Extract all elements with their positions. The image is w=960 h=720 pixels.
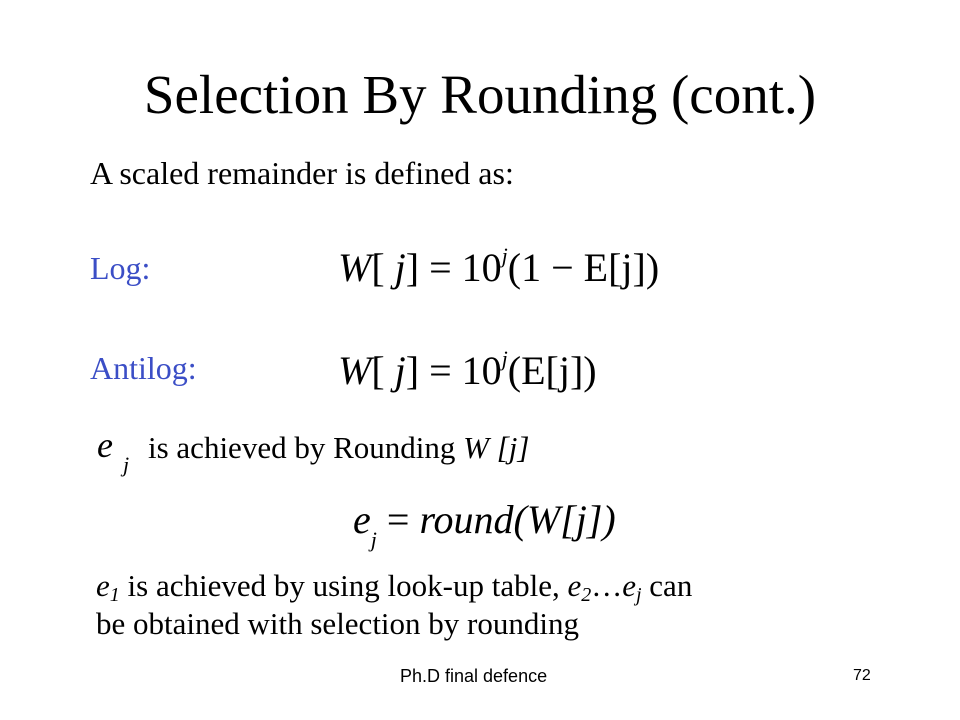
rounding-text-plain: is achieved by Rounding (148, 430, 464, 465)
log-equation: W[ $j] = 10^j(1 - E[j])$ (338, 243, 660, 290)
conclusion-part2: can (641, 568, 693, 603)
ej-symbol-sub: j (122, 452, 130, 477)
round-eq-sub: j (370, 527, 377, 552)
antilog-equals: = (429, 348, 452, 393)
antilog-exponent: j (501, 346, 508, 371)
conclusion-ej-sub: j (635, 584, 642, 606)
conclusion-line2: be obtained with selection by rounding (96, 606, 579, 641)
log-label: Log: (90, 250, 151, 286)
log-equals: = (429, 245, 452, 290)
conclusion-ellipsis: … (591, 568, 623, 603)
ej-symbol-var: e (97, 425, 113, 465)
intro-text: A scaled remainder is defined as: (90, 155, 514, 191)
slide-title: Selection By Rounding (cont.) (143, 64, 817, 125)
rounding-text (148, 428, 529, 468)
conclusion-ej-var: e (622, 568, 636, 603)
antilog-rhs: (E[j]) (507, 348, 597, 393)
log-lhs-var: W (338, 245, 372, 290)
antilog-lhs-var: W (338, 348, 372, 393)
round-equation: $e_j$ = round(W[j]) (353, 497, 616, 552)
conclusion-e2-sub: 2 (581, 584, 592, 606)
conclusion-e1-var: e (96, 568, 110, 603)
rounding-text-italic: W [j] (463, 430, 530, 465)
antilog-label: Antilog: (90, 350, 197, 386)
antilog-lhs-index: j (394, 348, 406, 393)
footer-text: Ph.D final defence (400, 666, 548, 686)
log-base: 10 (461, 245, 502, 290)
page-number: 72 (853, 667, 871, 684)
round-eq-rhs: round(W[j]) (419, 497, 616, 542)
ej-symbol (97, 425, 130, 477)
conclusion-e2-var: e (567, 568, 582, 603)
log-exponent: j (501, 243, 508, 268)
conclusion-text (96, 567, 692, 643)
conclusion-e1-sub: 1 (109, 584, 120, 606)
round-eq-var: e (353, 497, 371, 542)
log-rhs: (1 − E[j]) (507, 245, 660, 290)
antilog-equation: W[ j] = 10$^j$(E[j]) (338, 346, 597, 393)
antilog-base: 10 (461, 348, 502, 393)
conclusion-part1: is achieved by using look-up table, (119, 568, 568, 603)
log-lhs-index: j (394, 245, 406, 290)
